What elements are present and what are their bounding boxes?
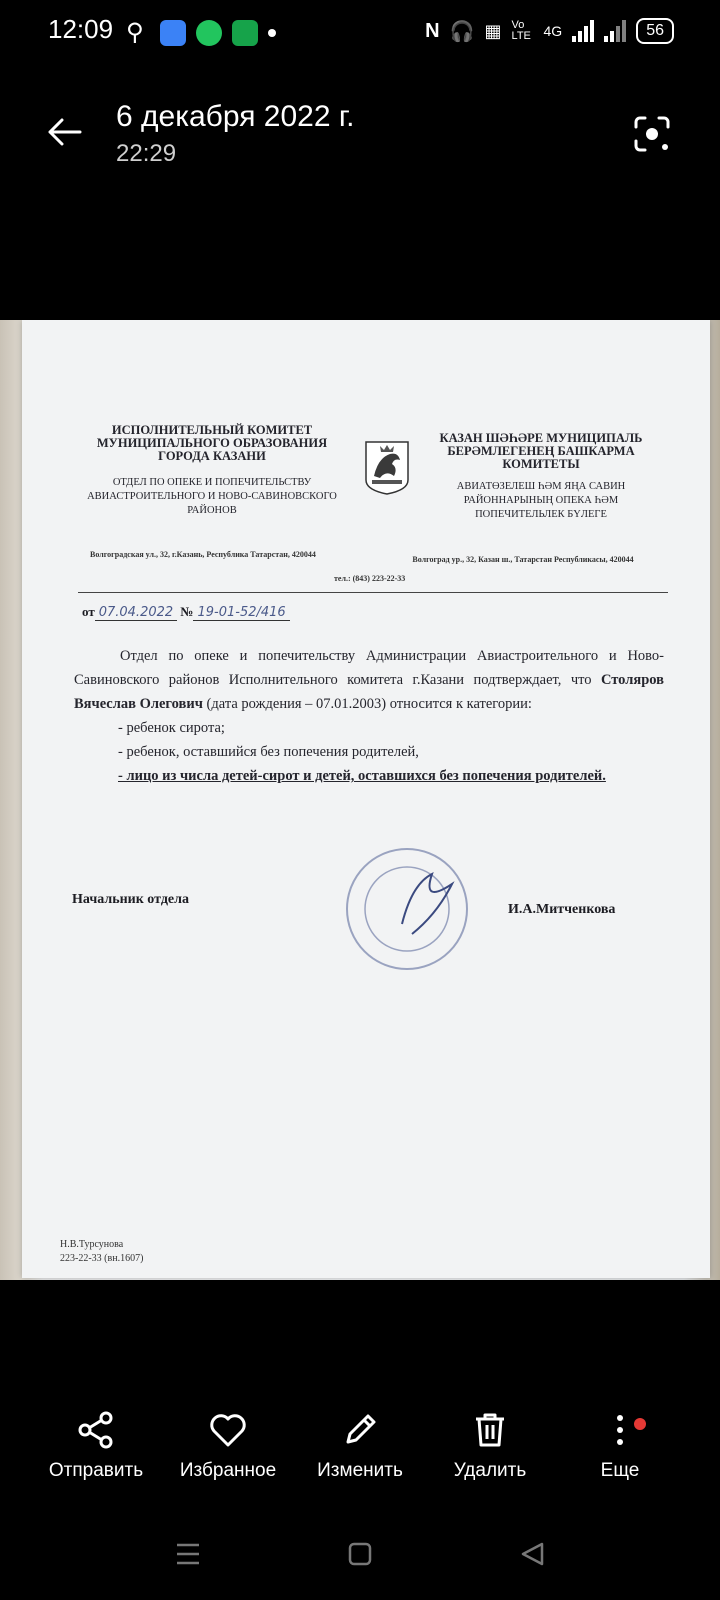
- favorite-button[interactable]: [158, 1410, 298, 1482]
- app-notification-icon: [160, 20, 186, 46]
- system-icons: [425, 18, 674, 44]
- search-icon: ⚲: [126, 19, 144, 46]
- delete-button[interactable]: [420, 1410, 560, 1482]
- ref-date: 07.04.2022: [95, 605, 177, 621]
- phone: тел.: (843) 223-22-33: [334, 574, 406, 583]
- edit-label: Изменить: [317, 1460, 403, 1481]
- signal-icon: [572, 20, 594, 42]
- battery-icon: 56: [636, 18, 674, 44]
- executor-info: [60, 1238, 143, 1266]
- photo-time-subtitle: 22:29: [116, 140, 177, 167]
- signer-title: Начальник отдела: [72, 892, 189, 907]
- pencil-icon: [340, 1410, 380, 1450]
- executor-name: Н.В.Турсунова: [60, 1239, 124, 1250]
- delete-label: Удалить: [453, 1460, 527, 1481]
- signal-2-icon: [604, 20, 626, 42]
- document-body: [74, 644, 664, 788]
- edit-button[interactable]: [290, 1410, 430, 1482]
- signer-name: И.А.Митченкова: [508, 902, 616, 917]
- category-item-3: - лицо из числа детей-сирот и детей, оставшихся без попечения родителей.: [118, 768, 606, 784]
- photo-viewer[interactable]: [0, 320, 720, 1280]
- body-intro: Отдел по опеке и попечительству Администрации Авиастроительного и Ново-Савиновского районов Исполнительного комитета г.Казани подтверждает, что: [74, 648, 664, 688]
- reference-line: [82, 604, 290, 620]
- category-item-2: - ребенок, оставшийся без попечения родителей,: [118, 744, 419, 760]
- document-sheet: [22, 320, 710, 1278]
- more-label: Еще: [600, 1460, 640, 1481]
- trash-icon: [470, 1410, 510, 1450]
- header-divider: [78, 592, 668, 593]
- kazan-emblem-icon: [364, 440, 410, 496]
- ref-from-label: от: [82, 604, 95, 619]
- volte-indicator: Vo LTE: [511, 19, 531, 42]
- header-right-title: КАЗАН ШӘҺӘРЕ МУНИЦИПАЛЬ БЕРӘМЛЕГЕНЕҢ БАШКАРМА КОМИТЕТЫ: [439, 431, 643, 471]
- more-notifications-icon: [268, 29, 276, 37]
- nfc-icon: N: [425, 19, 440, 42]
- back-nav-icon[interactable]: [518, 1540, 546, 1568]
- more-vertical-icon: [600, 1410, 640, 1450]
- heart-icon: [208, 1410, 248, 1450]
- back-arrow-icon[interactable]: [44, 112, 84, 152]
- notification-icons: [126, 18, 276, 47]
- home-icon[interactable]: [346, 1540, 374, 1568]
- more-button[interactable]: [550, 1410, 690, 1482]
- header-right-dept: АВИАТӨЗЕЛЕШ ҺӘМ ЯҢА САВИН РАЙОННАРЫНЫҢ ОПЕКА ҺӘМ ПОПЕЧИТЕЛЬЛЕК БҮЛЕГЕ: [456, 481, 626, 520]
- header-left-dept: ОТДЕЛ ПО ОПЕКЕ И ПОПЕЧИТЕЛЬСТВУ АВИАСТРОИТЕЛЬНОГО И НОВО-САВИНОВСКОГО РАЙОНОВ: [87, 477, 337, 516]
- address-left: Волгоградская ул., 32, г.Казань, Республика Татарстан, 420044: [90, 550, 316, 559]
- category-item-1: - ребенок сирота;: [118, 720, 225, 736]
- lens-scan-icon[interactable]: [632, 114, 672, 154]
- ref-number: 19-01-52/416: [193, 605, 289, 621]
- official-stamp-icon: [342, 844, 472, 974]
- body-rest: (дата рождения – 07.01.2003) относится к категории:: [206, 696, 532, 712]
- share-icon: [76, 1410, 116, 1450]
- network-type: 4G: [543, 23, 563, 39]
- body-paragraph: [74, 644, 664, 716]
- share-button[interactable]: [26, 1410, 166, 1482]
- person-name: Столяров Вячеслав Олегович: [74, 672, 665, 712]
- status-bar: [0, 0, 720, 64]
- battery-saver-icon: [232, 20, 258, 46]
- vibrate-icon: ▦: [484, 20, 502, 41]
- headphones-icon: 🎧: [449, 20, 475, 43]
- photo-date-title: 6 декабря 2022 г.: [116, 100, 355, 133]
- favorite-label: Избранное: [179, 1460, 277, 1481]
- header-left-title: ИСПОЛНИТЕЛЬНЫЙ КОМИТЕТ МУНИЦИПАЛЬНОГО ОБРАЗОВАНИЯ ГОРОДА КАЗАНИ: [96, 423, 328, 463]
- address-right: Волгоград ур., 32, Казан ш., Татарстан Республикасы, 420044: [412, 555, 634, 564]
- status-time: 12:09: [48, 14, 114, 44]
- ref-no-label: №: [180, 604, 194, 619]
- share-label: Отправить: [48, 1460, 144, 1481]
- notification-dot: [634, 1418, 646, 1430]
- executor-phone: 223-22-33 (вн.1607): [60, 1253, 144, 1264]
- action-bar: [0, 1410, 720, 1490]
- spotify-icon: [196, 20, 222, 46]
- recent-apps-icon[interactable]: [174, 1540, 202, 1568]
